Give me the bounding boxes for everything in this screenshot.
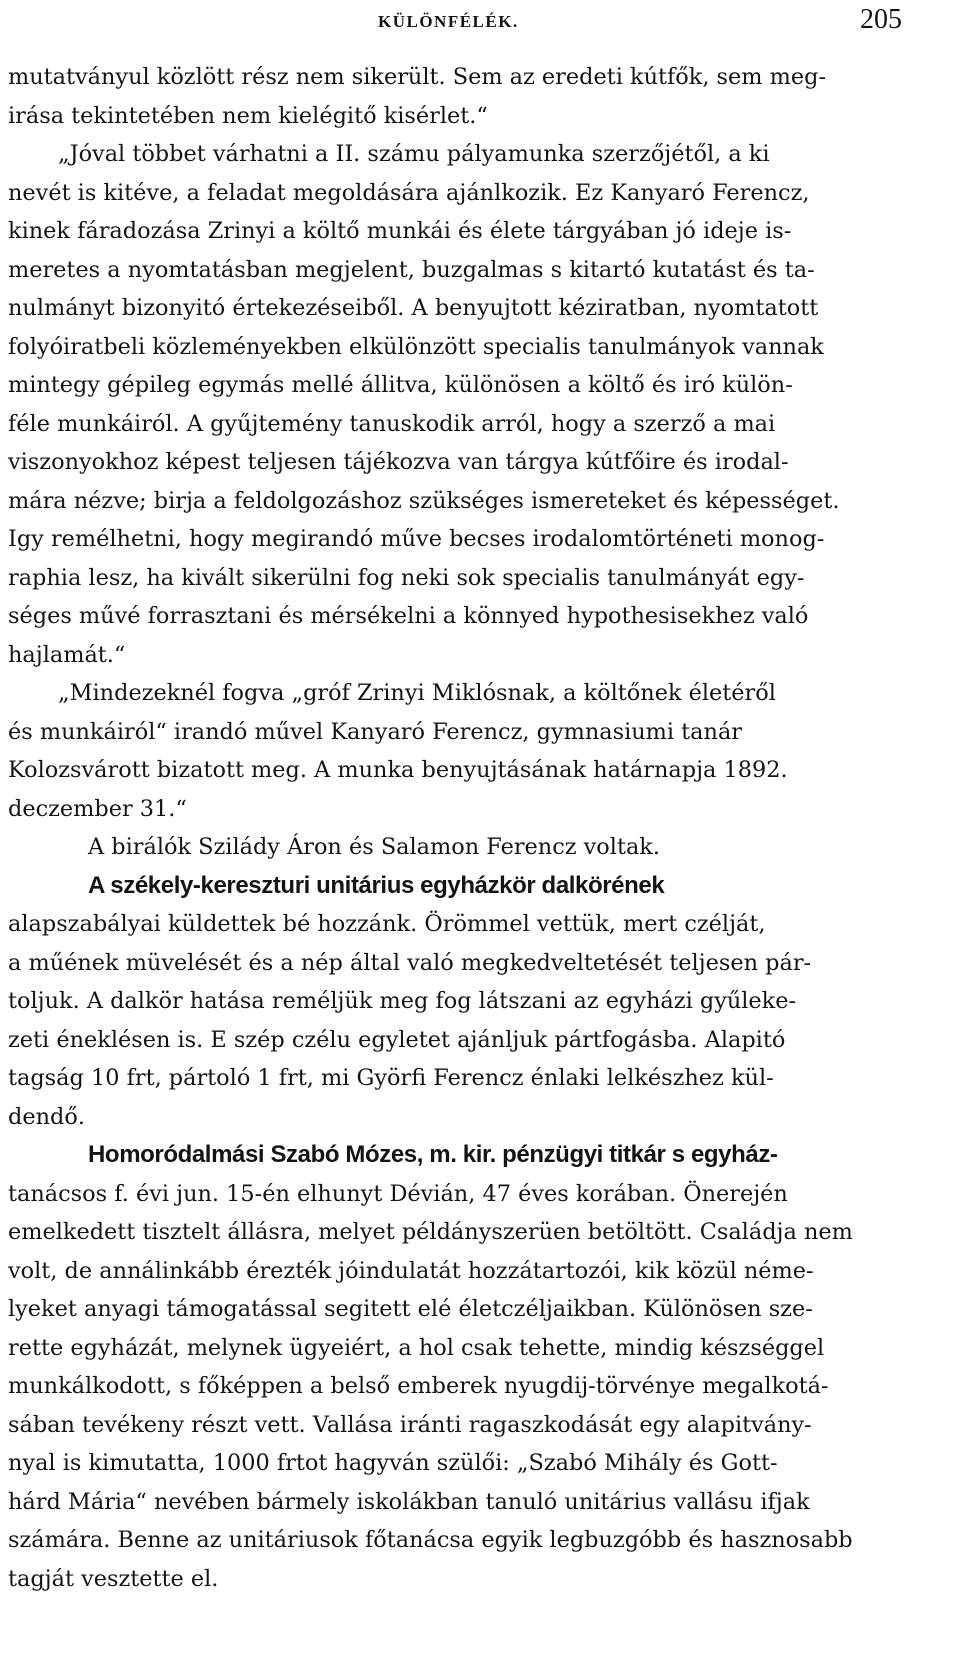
text-line: folyóiratbeli közleményekben elkülönzött specialis tanulmányok vannak [8, 333, 824, 360]
paragraph-start-line: „Jóval többet várhatni a II. számu pályamunka szerzőjétől, a ki [58, 141, 770, 167]
text-line: deczember 31.“ [8, 795, 187, 822]
paragraph-start-line: A birálók Szilády Áron és Salamon Ferencz voltak. [88, 834, 660, 860]
page-number: 205 [860, 4, 902, 35]
section-heading-line: A székely-kereszturi unitárius egyházkör dalkörének [88, 871, 665, 899]
text-line: lyeket anyagi támogatással segitett elé életczéljaikban. Különösen sze- [8, 1296, 813, 1322]
text-line: raphia lesz, ha kivált sikerülni fog neki sok specialis tanulmányát egy- [8, 564, 805, 591]
text-line: kinek fáradozása Zrinyi a költő munkái és élete tárgyában jó ideje is- [8, 218, 792, 244]
text-line: volt, de annálinkább érezték jóindulatát hozzátartozói, kik közül néme- [8, 1257, 814, 1284]
page-header [0, 4, 960, 36]
running-head: KÜLÖNFÉLÉK. [378, 12, 519, 31]
text-line: sában tevékeny részt vett. Vallása iránti ragaszkodását egy alapitvány- [8, 1411, 812, 1438]
text-line: mutatványul közlött rész nem sikerült. Sem az eredeti kútfők, sem meg- [8, 64, 827, 90]
text-line: dendő. [8, 1103, 85, 1130]
text-line: tanácsos f. évi jun. 15-én elhunyt Dévián, 47 éves korában. Önerején [8, 1180, 788, 1207]
text-line: nulmányt bizonyitó értekezéseiből. A benyujtott kéziratban, nyomtatott [8, 295, 819, 321]
text-line: zeti éneklésen is. E szép czélu egyletet ajánljuk pártfogásba. Alapitó [8, 1026, 786, 1053]
text-line: rette egyházát, melynek ügyeiért, a hol csak tehette, mindig készséggel [8, 1334, 825, 1361]
text-line: és munkáiról“ irandó művel Kanyaró Ferencz, gymnasiumi tanár [8, 718, 743, 745]
text-line: hajlamát.“ [8, 641, 126, 668]
paragraph-start-line: „Mindezeknél fogva „gróf Zrinyi Miklósnak, a költőnek életéről [58, 680, 776, 706]
text-line: Igy remélhetni, hogy megirandó műve becses irodalomtörténeti monog- [8, 526, 825, 552]
text-line: Kolozsvárott bizatott meg. A munka benyujtásának határnapja 1892. [8, 757, 788, 783]
text-line: tagság 10 frt, pártoló 1 frt, mi Györfi Ferencz énlaki lelkészhez kül- [8, 1065, 774, 1091]
text-line: emelkedett tisztelt állásra, melyet példányszerüen betöltött. Családja nem [8, 1219, 853, 1245]
text-line: irása tekintetében nem kielégitő kisérlet.“ [8, 102, 488, 129]
text-line: mintegy gépileg egymás mellé állitva, különösen a költő és iró külön- [8, 372, 793, 398]
text-line: meretes a nyomtatásban megjelent, buzgalmas s kitartó kutatást és ta- [8, 256, 815, 283]
text-line: számára. Benne az unitáriusok főtanácsa egyik legbuzgóbb és hasznosabb [8, 1527, 853, 1553]
section-heading-line: Homoródalmási Szabó Mózes, m. kir. pénzügyi titkár s egyház- [88, 1141, 778, 1168]
text-line: séges művé forrasztani és mérsékelni a könnyed hypothesisekhez való [8, 603, 809, 629]
text-line: nevét is kitéve, a feladat megoldására ajánlkozik. Ez Kanyaró Ferencz, [8, 179, 810, 206]
text-line: tagját vesztette el. [8, 1565, 219, 1592]
text-line: hárd Mária“ nevében bármely iskolákban tanuló unitárius vallásu ifjak [8, 1488, 810, 1515]
text-line: féle munkáiról. A gyűjtemény tanuskodik arról, hogy a szerző a mai [8, 410, 776, 437]
text-line: munkálkodott, s főképpen a belső emberek nyugdij-törvénye megalkotá- [8, 1373, 829, 1399]
text-line: a műének müvelését és a nép által való megkedveltetését teljesen pár- [8, 949, 812, 976]
text-line: alapszabályai küldettek bé hozzánk. Örömmel vettük, mert czélját, [8, 911, 766, 937]
text-line: mára nézve; birja a feldolgozáshoz szükséges ismereteket és képességet. [8, 487, 840, 514]
text-line: nyal is kimutatta, 1000 frtot hagyván szülői: „Szabó Mihály és Gott- [8, 1450, 778, 1476]
text-line: toljuk. A dalkör hatása reméljük meg fog látszani az egyházi gyűleke- [8, 988, 797, 1014]
text-line: viszonyokhoz képest teljesen tájékozva van tárgya kútfőire és irodal- [8, 449, 789, 475]
